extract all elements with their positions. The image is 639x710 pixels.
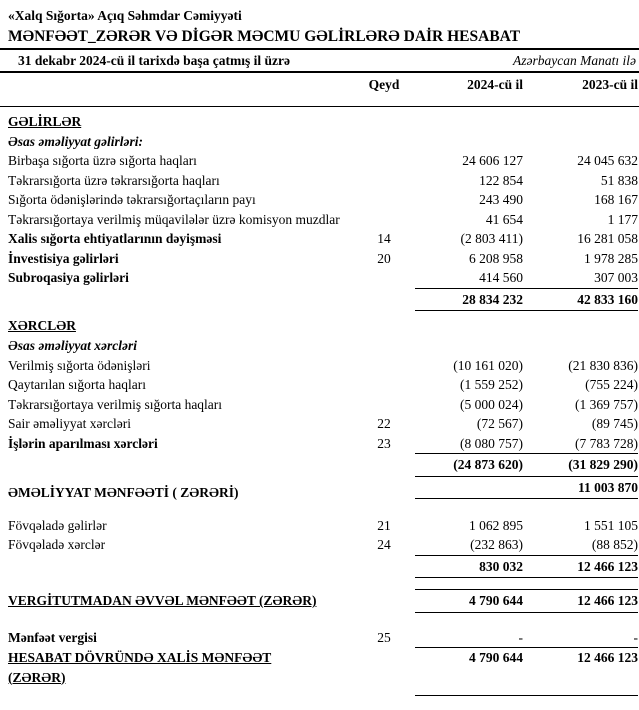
row-label: İşlərin aparılması xərcləri: [8, 435, 158, 451]
total-2024: 830 032: [479, 558, 523, 574]
period-row: [8, 51, 638, 71]
row-label: Sair əməliyyat xərcləri: [8, 416, 131, 431]
value-2024: 41 654: [485, 211, 523, 227]
total-2023: (31 829 290): [568, 457, 638, 472]
row-label: İnvestisiya gəlirləri: [8, 250, 119, 266]
divider: [0, 48, 639, 50]
value-2023: (89 745): [591, 416, 638, 431]
value-2024: (10 161 020): [453, 357, 523, 373]
net-profit-row: [8, 648, 638, 687]
section-subheading-income: Əsas əməliyyat gəlirləri:: [8, 133, 143, 149]
row-label: [8, 648, 353, 687]
row-label: Təkrarsığorta üzrə təkrarsığorta haqları: [8, 172, 220, 188]
row-note: 24: [377, 537, 391, 552]
row-note: 21: [377, 517, 391, 533]
table-row: [8, 229, 638, 249]
company-name: «Xalq Sığorta» Açıq Səhmdar Cəmiyyəti: [8, 8, 242, 23]
total-2024: 28 834 232: [462, 291, 523, 307]
row-note: 14: [377, 231, 391, 246]
value-2023: (7 783 728): [575, 435, 638, 451]
table-row: [8, 210, 638, 230]
table-row: [8, 516, 638, 536]
income-total-row: [8, 288, 638, 312]
extraordinary-total-row: [8, 555, 638, 579]
value-2024: 1 062 895: [469, 517, 523, 533]
table-row: [8, 249, 638, 269]
value-2024: 243 490: [479, 192, 523, 207]
net-label-line1: HESABAT DÖVRÜNDƏ XALİS MƏNFƏƏT: [8, 650, 272, 665]
value-2024: (1 559 252): [460, 377, 523, 392]
profit-tax-row: [8, 628, 638, 649]
value-2023: 12 466 123: [577, 593, 638, 608]
value-2023: 11 003 870: [577, 479, 638, 495]
value-2023: 1 177: [607, 211, 638, 227]
value-2024: 414 560: [479, 270, 523, 285]
value-2024: 4 790 644: [469, 650, 523, 665]
value-2023: (21 830 836): [568, 357, 638, 373]
pretax-profit-row: [8, 589, 638, 613]
value-2023: 168 167: [594, 192, 638, 207]
column-header-2024: 2024-cü il: [467, 77, 523, 92]
expenses-total-row: [8, 453, 638, 477]
value-2024: 6 208 958: [469, 250, 523, 266]
value-2023: (1 369 757): [575, 396, 638, 412]
table-row: [8, 171, 638, 191]
row-label: Sığorta ödənişlərində təkrarsığortaçıların payı: [8, 192, 256, 207]
row-label: Fövqəladə gəlirlər: [8, 517, 107, 533]
divider: [0, 71, 639, 73]
value-2024: (2 803 411): [460, 231, 523, 246]
operating-profit-row: [8, 477, 638, 503]
value-2024: (232 863): [470, 537, 523, 552]
row-label: Subroqasiya gəlirləri: [8, 270, 129, 285]
value-2023: -: [633, 629, 638, 645]
section-subheading-expenses: Əsas əməliyyat xərcləri: [8, 338, 137, 353]
divider: [415, 695, 638, 696]
closing-rule-row: [8, 695, 638, 696]
row-label: Mənfəət vergisi: [8, 629, 97, 645]
value-2024: 24 606 127: [462, 153, 523, 168]
value-2024: (8 080 757): [460, 435, 523, 451]
value-2023: (88 852): [591, 537, 638, 552]
section-heading-expenses: XƏRCLƏR: [8, 318, 76, 333]
table-row: [8, 375, 638, 395]
value-2023: 12 466 123: [577, 650, 638, 665]
row-note: 22: [377, 416, 391, 431]
row-note: 20: [377, 250, 391, 266]
table-row: [8, 190, 638, 210]
value-2023: 1 978 285: [584, 250, 638, 266]
table-row: [8, 395, 638, 415]
row-label: Verilmiş sığorta ödənişləri: [8, 357, 151, 373]
column-header-2023: 2023-cü il: [582, 77, 638, 92]
row-label: Təkrarsığortaya verilmiş müqavilələr üzrə komisyon muzdlar: [8, 211, 340, 227]
column-headers: [8, 75, 638, 95]
row-label: Qaytarılan sığorta haqları: [8, 377, 146, 392]
value-2024: (72 567): [476, 416, 523, 431]
table-row: [8, 414, 638, 434]
row-label: Təkrarsığortaya verilmiş sığorta haqları: [8, 396, 223, 412]
total-2023: 42 833 160: [577, 291, 638, 307]
row-label: Fövqəladə xərclər: [8, 537, 106, 552]
row-label: ƏMƏLİYYAT MƏNFƏƏTİ ( ZƏRƏRİ): [8, 485, 239, 500]
value-2024: -: [518, 629, 523, 645]
section-heading-income: GƏLİRLƏR: [8, 113, 82, 129]
total-2023: 12 466 123: [577, 558, 638, 574]
row-label: Xalis sığorta ehtiyatlarının dəyişməsi: [8, 231, 222, 246]
value-2023: 1 551 105: [584, 517, 638, 533]
total-2024: (24 873 620): [453, 457, 523, 472]
period-label: 31 dekabr 2024-cü il tarixdə başa çatmış il üzrə: [18, 53, 290, 68]
value-2024: 122 854: [479, 172, 523, 188]
value-2023: 24 045 632: [577, 153, 638, 168]
value-2024: (5 000 024): [460, 396, 523, 412]
value-2023: 51 838: [600, 172, 638, 188]
table-row: [8, 356, 638, 376]
row-note: 25: [377, 629, 391, 645]
row-label: Birbaşa sığorta üzrə sığorta haqları: [8, 153, 197, 168]
row-note: 23: [377, 435, 391, 451]
table-row: [8, 268, 638, 288]
divider: [0, 106, 639, 107]
table-row: [8, 151, 638, 171]
page-title: MƏNFƏƏT_ZƏRƏR VƏ DİGƏR MƏCMU GƏLİRLƏRƏ DAİR HESABAT: [8, 28, 521, 45]
net-label-line2: (ZƏRƏR): [8, 669, 66, 685]
value-2023: 307 003: [594, 270, 638, 285]
value-2024: 4 790 644: [469, 593, 523, 608]
value-2024: [415, 478, 523, 498]
currency-note: Azərbaycan Manatı ilə: [513, 53, 636, 68]
value-2023: (755 224): [585, 377, 638, 392]
table-row: [8, 434, 638, 454]
table-row: [8, 535, 638, 555]
column-header-note: Qeyd: [368, 77, 400, 92]
row-label: VERGİTUTMADAN ƏVVƏL MƏNFƏƏT (ZƏRƏR): [8, 593, 317, 608]
value-2023: 16 281 058: [577, 231, 638, 246]
